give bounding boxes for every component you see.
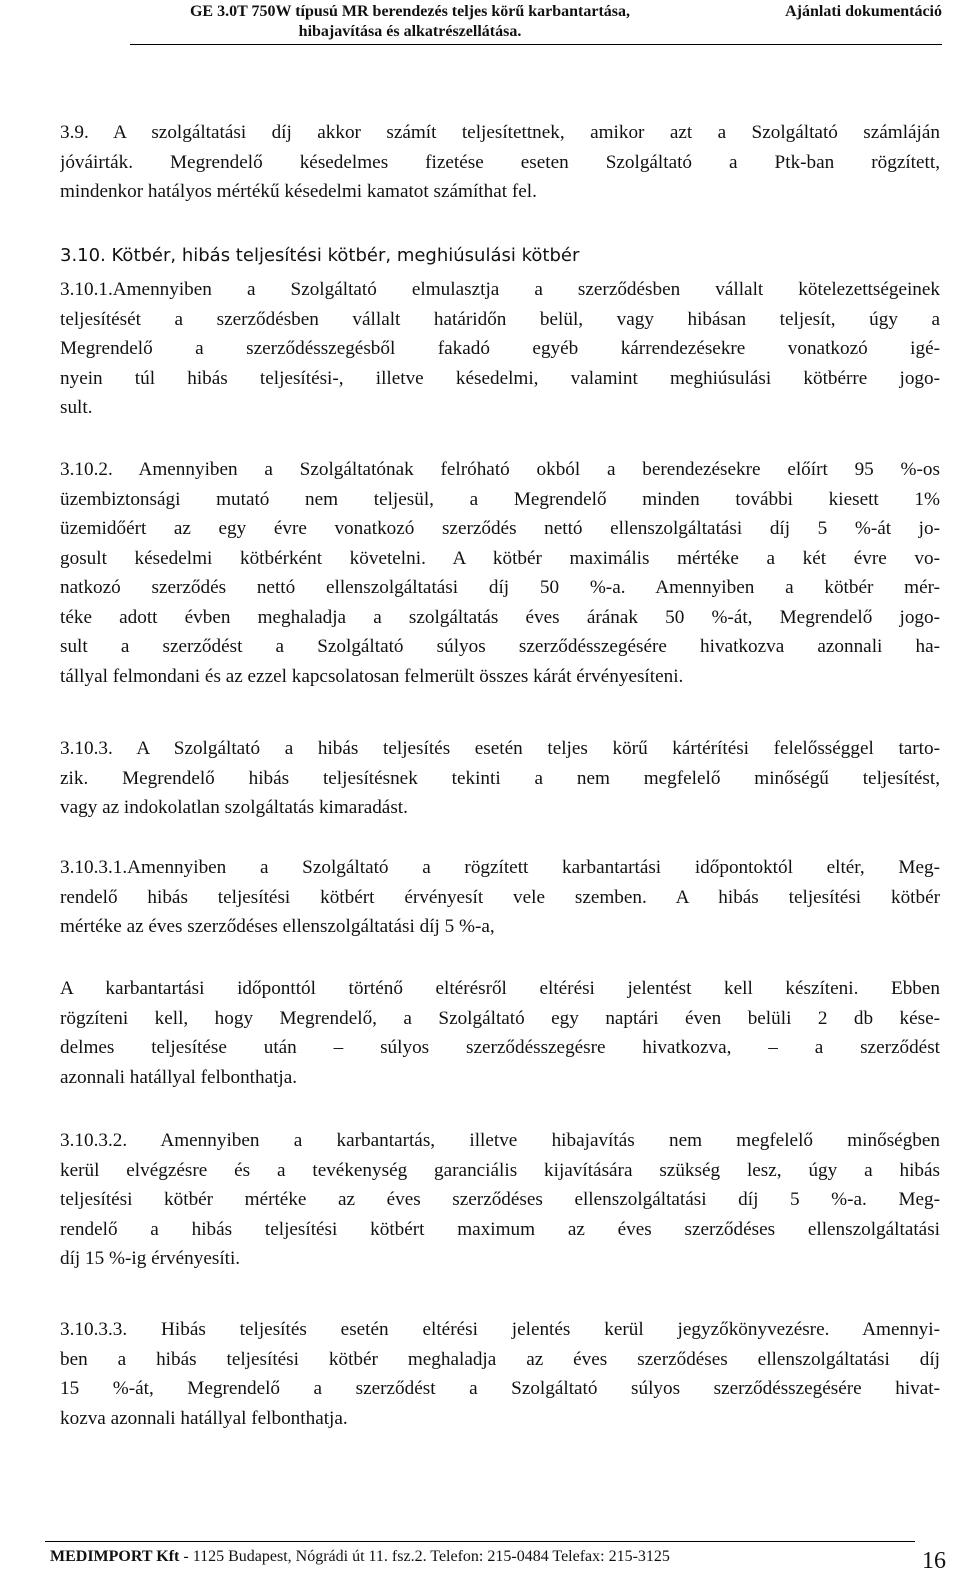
header-title-line-1: GE 3.0T 750W típusú MR berendezés teljes körű karbantartása, xyxy=(189,3,630,20)
text-line: rendelő a hibás teljesítési kötbért maximum az éves szerződéses ellenszolgáltatási xyxy=(60,1218,940,1240)
footer-details: - 1125 Budapest, Nógrádi út 11. fsz.2. Telefon: 215-0484 Telefax: 215-3125 xyxy=(179,1548,670,1565)
text-line: 3.10.1.Amennyiben a Szolgáltató elmulasztja a szerződésben vállalt kötelezettségeinek xyxy=(60,279,940,300)
text-line: nyein túl hibás teljesítési-, illetve késedelmi, valamint meghiúsulási kötbérre jogo- xyxy=(60,367,940,389)
text-line: tállyal felmondani és az ezzel kapcsolatosan felmerült összes kárát érvényesíteni. xyxy=(60,665,684,687)
section-3-10-3 xyxy=(60,734,940,823)
text-line: Megrendelő a szerződésszegésből fakadó egyéb kárrendezésekre vonatkozó igé- xyxy=(60,338,940,359)
section-3-9 xyxy=(60,118,940,207)
text-line: 3.9. A szolgáltatási díj akkor számít teljesítettnek, amikor azt a Szolgáltató számláján xyxy=(60,122,940,143)
text-line: díj 15 %-ig érvényesíti. xyxy=(60,1248,241,1269)
footer-company: MEDIMPORT Kft xyxy=(50,1548,180,1565)
header-doc-type: Ajánlati dokumentáció xyxy=(785,3,942,20)
page-footer xyxy=(50,1547,670,1567)
text-line: vagy az indokolatlan szolgáltatás kimaradást. xyxy=(60,797,408,818)
header-title-line-2: hibajavítása és alkatrészellátása. xyxy=(298,23,522,40)
text-line: kozva azonnali hatállyal felbonthatja. xyxy=(60,1407,348,1429)
text-line: ben a hibás teljesítési kötbér meghaladja az éves szerződéses ellenszolgáltatási díj xyxy=(60,1348,940,1370)
text-line: teljesítési kötbér mértéke az éves szerződéses ellenszolgáltatási díj 5 %-a. Meg- xyxy=(60,1189,940,1210)
text-line: zik. Megrendelő hibás teljesítésnek tekinti a nem megfelelő minőségű teljesítést, xyxy=(60,767,940,789)
text-line: mindenkor hatályos mértékű késedelmi kamatot számíthat fel. xyxy=(60,181,537,202)
text-line: gosult késedelmi kötbérként követelni. A kötbér maximális mértéke a két évre vo- xyxy=(60,547,940,569)
text-line: jóváirták. Megrendelő késedelmes fizetése eseten Szolgáltató a Ptk-ban rögzített, xyxy=(60,151,940,173)
text-line: üzembiztonsági mutató nem teljesül, a Megrendelő minden további kiesett 1% xyxy=(60,488,940,510)
paragraph-karbantartasi xyxy=(60,974,940,1092)
text-line: rögzíteni kell, hogy Megrendelő, a Szolgáltató egy naptári éven belüli 2 db késе- xyxy=(60,1007,940,1029)
text-line: 3.10.3.3. Hibás teljesítés esetén eltérési jelentés kerül jegyzőkönyvezésre. Amennyi- xyxy=(60,1319,940,1340)
text-line: A karbantartási időponttól történő eltérésről eltérési jelentést kell készíteni. Ebben xyxy=(60,978,940,999)
page-number: 16 xyxy=(922,1548,946,1574)
text-line: 3.10.2. Amennyiben a Szolgáltatónak felróható okból a berendezésekre előírt 95 %-os xyxy=(60,459,940,480)
text-line: sult. xyxy=(60,397,93,418)
text-line: 3.10.3. A Szolgáltató a hibás teljesítés esetén teljes körű kártérítési felelősséggel tarto- xyxy=(60,738,940,759)
section-3-10-3-3 xyxy=(60,1315,940,1433)
text-line: natkozó szerződés nettó ellenszolgáltatási díj 50 %-a. Amennyiben a kötbér mér- xyxy=(60,577,940,598)
section-heading-3-10: 3.10. Kötbér, hibás teljesítési kötbér, meghiúsulási kötbér xyxy=(60,245,580,266)
text-line: 3.10.3.2. Amennyiben a karbantartás, illetve hibajavítás nem megfelelő minőségben xyxy=(60,1130,940,1151)
text-line: sult a szerződést a Szolgáltató súlyos szerződésszegésére hivatkozva azonnali ha- xyxy=(60,636,940,657)
text-line: üzemidőért az egy évre vonatkozó szerződés nettó ellenszolgáltatási díj 5 %-át jo- xyxy=(60,518,940,539)
footer-divider xyxy=(45,1541,915,1542)
text-line: azonnali hatállyal felbonthatja. xyxy=(60,1066,298,1088)
section-3-10-1 xyxy=(60,275,940,423)
section-3-10-2 xyxy=(60,455,940,691)
text-line: mértéke az éves szerződéses ellenszolgáltatási díj 5 %-a, xyxy=(60,916,495,937)
text-line: 3.10.3.1.Amennyiben a Szolgáltató a rögzített karbantartási időpontoktól eltér, Meg- xyxy=(60,857,940,878)
text-line: téke adott évben meghaladja a szolgáltatás éves árának 50 %-át, Megrendelő jogo- xyxy=(60,606,940,628)
text-line: teljesítését a szerződésben vállalt határidőn belül, vagy hibásan teljesít, úgy a xyxy=(60,308,940,330)
section-3-10-3-2 xyxy=(60,1126,940,1274)
text-line: 15 %-át, Megrendelő a szerződést a Szolgáltató súlyos szerződésszegésére hivat- xyxy=(60,1378,940,1399)
text-line: rendelő hibás teljesítési kötbért érvényesít vele szemben. A hibás teljesítési kötbér xyxy=(60,886,940,908)
header-title xyxy=(130,2,690,42)
text-line: delmes teljesítése után – súlyos szerződésszegésre hivatkozva, – a szerződést xyxy=(60,1037,940,1058)
section-3-10-3-1 xyxy=(60,853,940,942)
page-header xyxy=(130,0,942,45)
text-line: kerül elvégzésre és a tevékenység garanciális kijavítására szükség lesz, úgy a hibás xyxy=(60,1159,940,1181)
